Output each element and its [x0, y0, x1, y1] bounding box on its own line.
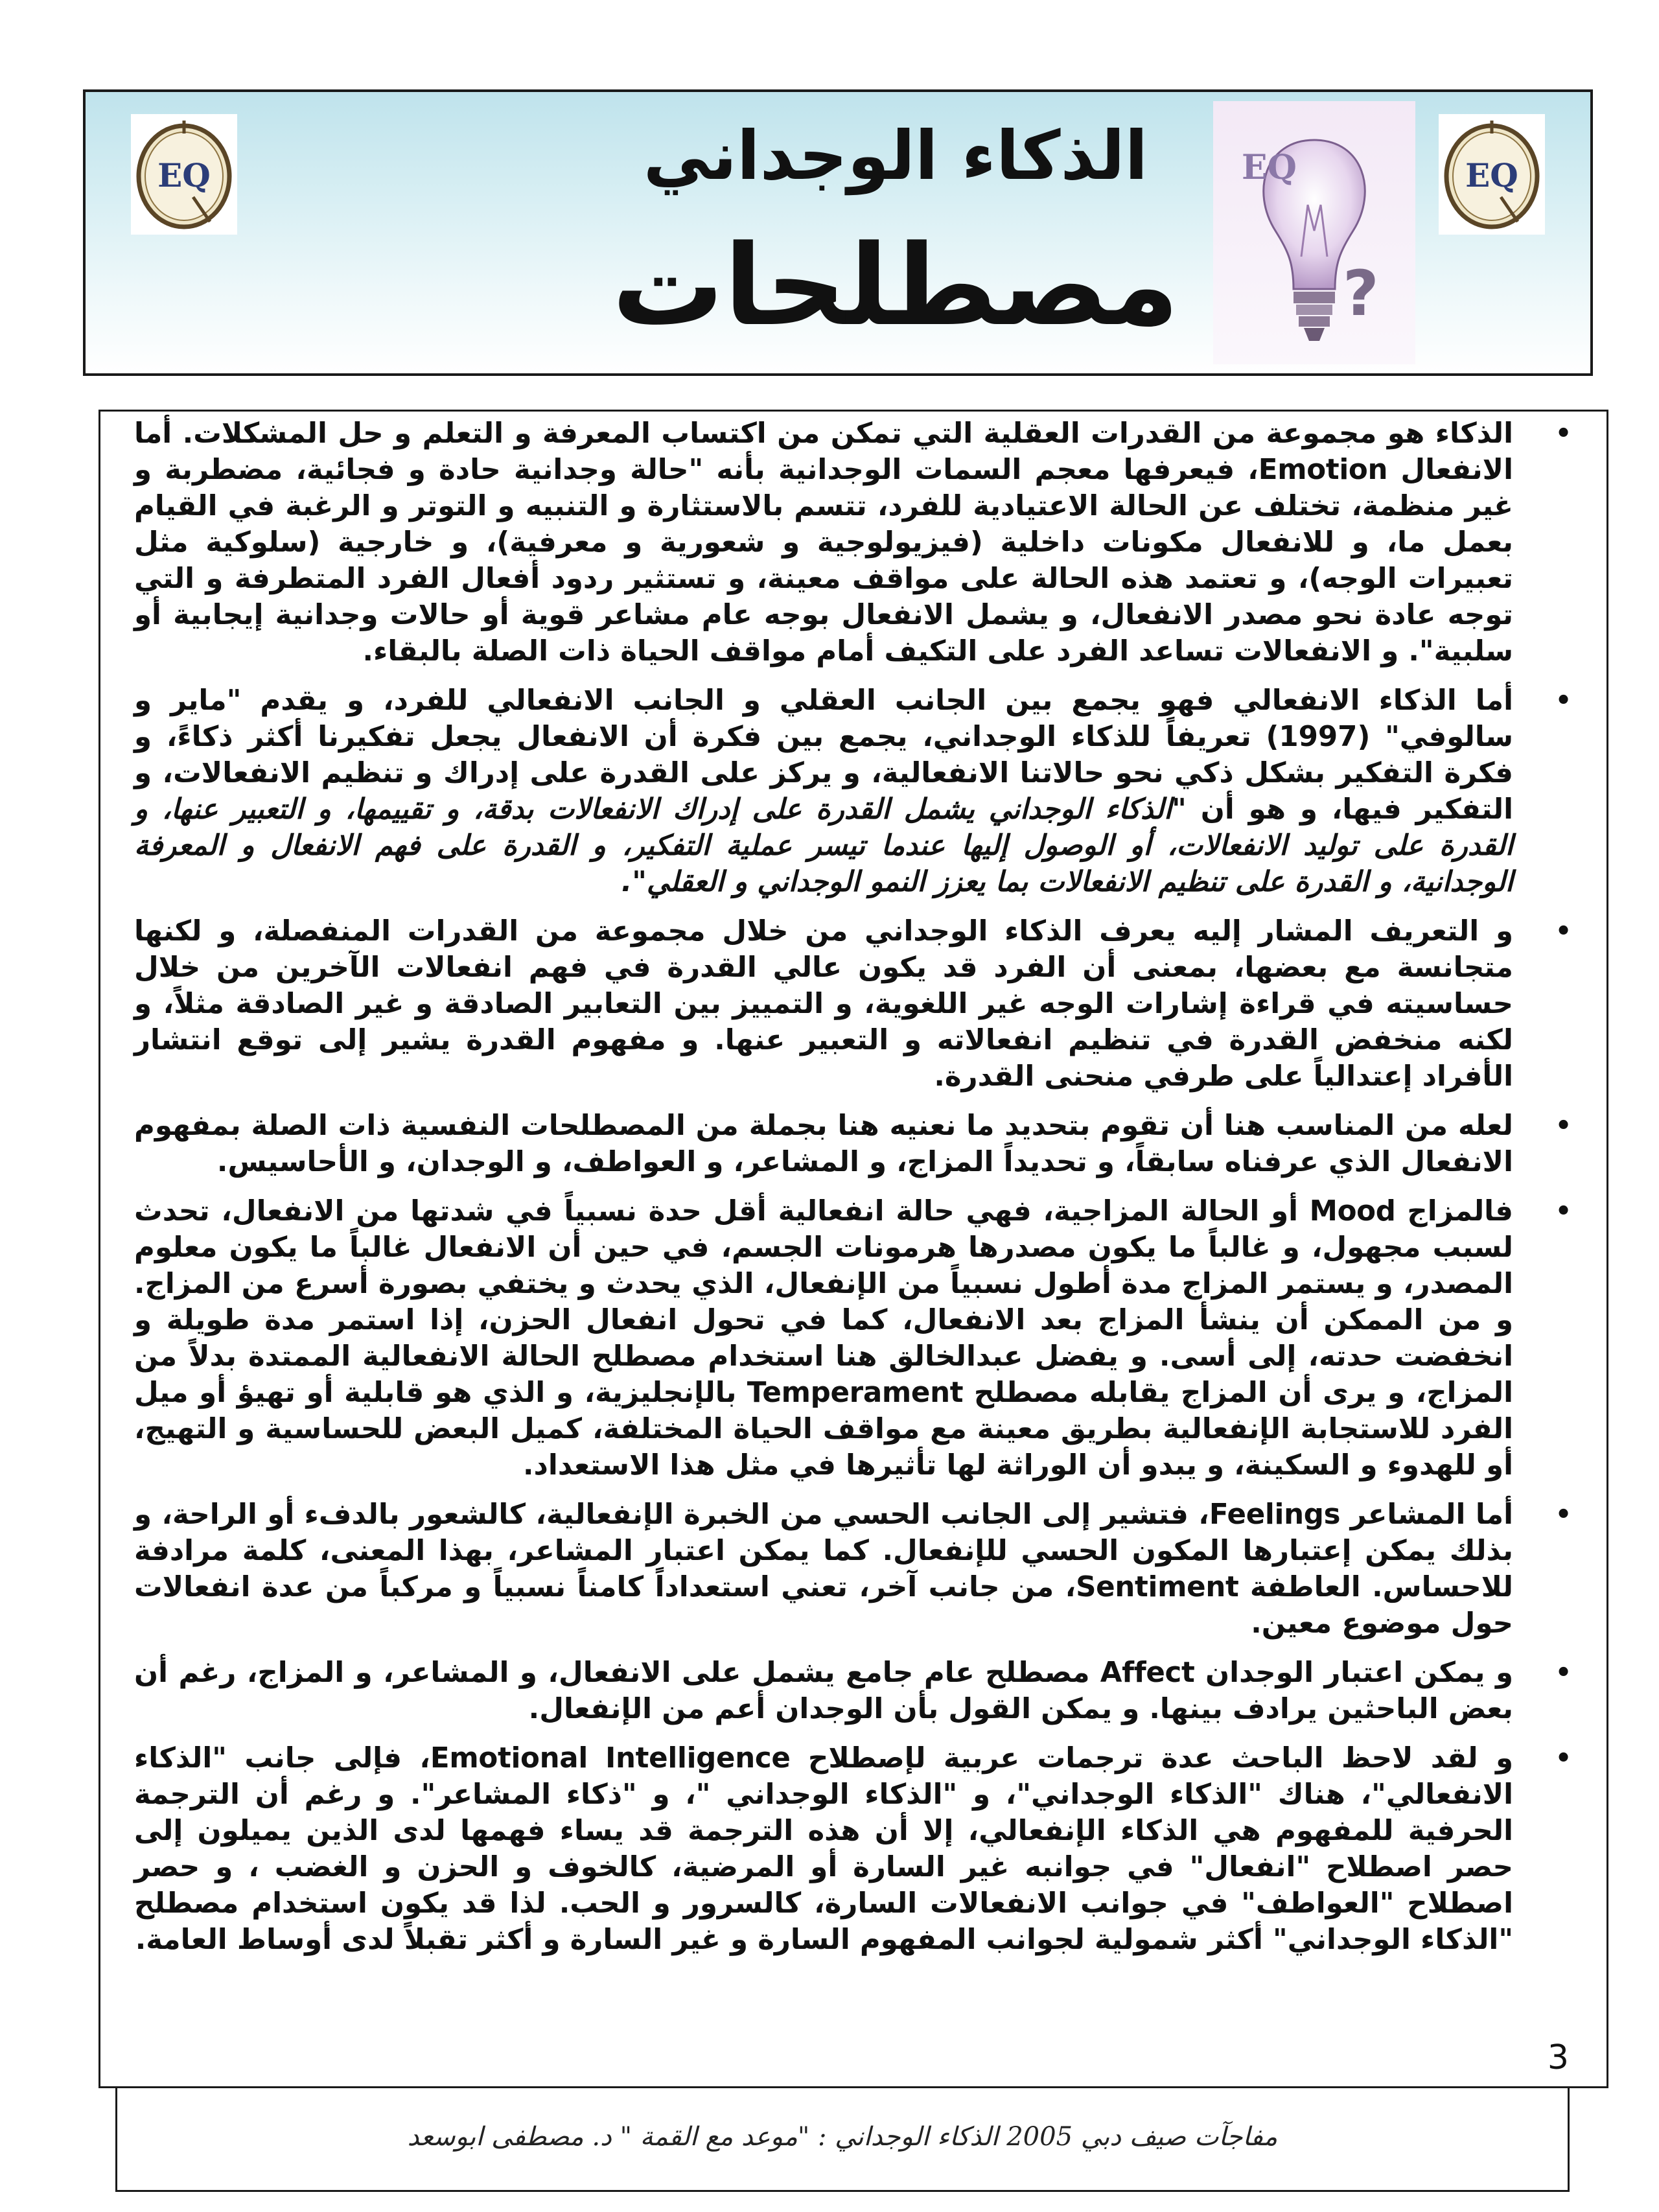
- paragraph-text: فالمزاج Mood أو الحالة المزاجية، فهي حالة انفعالية أقل حدة نسبياً في شدتها من الانفعال، تحدث لسبب مجهول، و غالباً ما يكون مصدرها هرمونات الجسم، في حين أن الانفعال غالباً ما يكون معلوم المصدر، و يستمر المزاج مدة أطول نسبياً من الإنفعال، الذي يحدث و يختفي بصورة أسرع من المزاج. و من الممكن أن ينشأ المزاج بعد الانفعال، كما في تحول انفعال الحزن، إذا استمر مدة طويلة و انخفضت حدته، إلى أسى. و يفضل عبدالخالق هنا استخدام مصطلح الحالة الانفعالية الممتدة بدلاً من المزاج، و يرى أن المزاج يقابله مصطلح Temperament بالإنجليزية، و الذي هو قابلية أو تهيؤ أو ميل الفرد للاستجابة الإنفعالية بطريق معينة مع مواقف الحياة المختلفة، كميل البعض للحساسية و التهيج، أو للهدوء و السكينة، و يبدو أن الوراثة لها تأثيرها في مثل هذا الاستعداد.: [134, 1195, 1514, 1482]
- list-item: [134, 1108, 1592, 1180]
- paragraph-text: و لقد لاحظ الباحث عدة ترجمات عربية لإصطلاح Emotional Intelligence، فإلى جانب "الذكاء الانفعالي"، هناك "الذكاء الوجداني"، و "الذكاء الوجداني "، و "ذكاء المشاعر". و رغم أن الترجمة الحرفية للمفهوم هي الذكاء الإنفعالي، إلا أن هذه الترجمة قد يساء فهمها لدى الذين يميلون إلى حصر اصطلاح "انفعال" في جوانبه غير السارة أو المرضية، كالخوف و الحزن و الغضب ، و حصر اصطلاح "العواطف" في جوانب الانفعالات السارة، كالسرور و الحب. لذا قد يكون استخدام مصطلح "الذكاء الوجداني" أكثر شمولية لجوانب المفهوم السارة و غير السارة و أكثر تقبلاً لدى أوساط العامة.: [134, 1742, 1513, 1956]
- bullet-icon: •: [1555, 1196, 1572, 1226]
- svg-text:EQ: EQ: [157, 156, 211, 194]
- page-subtitle: مصطلحات: [612, 220, 1179, 351]
- eq-compass-icon: [1439, 114, 1545, 235]
- paragraph-text: و التعريف المشار إليه يعرف الذكاء الوجداني من خلال مجموعة من القدرات المنفصلة، و لكنها متجانسة مع بعضها، بمعنى أن الفرد قد يكون عالي القدرة في فهم انفعالات الآخرين من خلال حساسيته في قراءة إشارات الوجه غير اللغوية، و التمييز بين التعابير الصادقة و غير الصادقة مثلاً، و لكنه منخفض القدرة في تنظيم انفعالاته و التعبير عنها. و مفهوم القدرة يشير إلى توقع انتشار الأفراد إعتدالياً على طرفي منحنى القدرة.: [134, 915, 1513, 1093]
- bullet-icon: •: [1555, 1500, 1572, 1530]
- svg-text:EQ: EQ: [1242, 148, 1297, 187]
- list-item: [134, 1740, 1592, 1958]
- lightbulb-icon: [1213, 101, 1415, 364]
- bullet-icon: •: [1555, 1743, 1572, 1773]
- bullet-icon: •: [1555, 916, 1572, 946]
- list-item: [134, 1655, 1592, 1727]
- eq-logo-right: [1439, 114, 1545, 235]
- list-item: [134, 415, 1592, 669]
- definition-quote: "الذكاء الوجداني يشمل القدرة على إدراك الانفعالات بدقة، و تقييمها، و التعبير عنها، و القدرة على توليد الانفعالات، أو الوصول إليها عندما تيسر عملية التفكير، و القدرة على فهم الانفعال و المعرفة الوجدانية، و القدرة على تنظيم الانفعالات بما يعزز النمو الوجداني و العقلي".: [134, 793, 1513, 898]
- paragraph-text: أما المشاعر Feelings، فتشير إلى الجانب الحسي من الخبرة الإنفعالية، كالشعور بالدفء أو الراحة، و بذلك يمكن إعتبارها المكون الحسي للإنفعال. كما يمكن اعتبار المشاعر، بهذا المعنى، كلمة مرادفة للاحساس. العاطفة Sentiment، من جانب آخر، تعني استعداداً كامناً نسبياً و مركباً من عدة انفعالات حول موضوع معين.: [134, 1498, 1513, 1640]
- bullet-icon: •: [1555, 686, 1572, 716]
- content-frame: [99, 410, 1608, 2088]
- list-item: [134, 682, 1592, 900]
- svg-text:?: ?: [1343, 257, 1379, 330]
- page-number: 3: [1547, 2038, 1569, 2077]
- eq-lightbulb-logo: [1213, 101, 1415, 364]
- bullet-icon: •: [1555, 419, 1572, 448]
- eq-compass-icon: [131, 114, 237, 235]
- eq-logo-left: [131, 114, 237, 235]
- list-item: [134, 913, 1592, 1095]
- bullet-icon: •: [1555, 1658, 1572, 1688]
- footer-credit: مفاجآت صيف دبي 2005 الذكاء الوجداني : "موعد مع القمة " د. مصطفى ابوسعد: [407, 2122, 1278, 2152]
- paragraph-text: لعله من المناسب هنا أن تقوم بتحديد ما نعنيه هنا بجملة من المصطلحات النفسية ذات الصلة بمفهوم الانفعال الذي عرفناه سابقاً، و تحديداً المزاج، و المشاعر، و العواطف، و الوجدان، و الأحاسيس.: [134, 1110, 1513, 1178]
- paragraph-text: و يمكن اعتبار الوجدان Affect مصطلح عام جامع يشمل على الانفعال، و المشاعر، و المزاج، رغم أن بعض الباحثين يرادف بينها. و يمكن القول بأن الوجدان أعم من الإنفعال.: [134, 1657, 1513, 1725]
- list-item: [134, 1496, 1592, 1642]
- header-banner: [83, 89, 1593, 376]
- bullet-icon: •: [1555, 1111, 1572, 1141]
- bullet-list: [134, 415, 1592, 1971]
- paragraph-text: الذكاء هو مجموعة من القدرات العقلية التي تمكن من اكتساب المعرفة و التعلم و حل المشكلات. أما الانفعال Emotion، فيعرفها معجم السمات الوجدانية بأنه "حالة وجدانية حادة و فجائية، مضطربة و غير منظمة، تختلف عن الحالة الاعتيادية للفرد، تتسم بالاستثارة و التنبيه و التوتر و الرغبة في القيام بعمل ما، و للانفعال مكونات داخلية (فيزيولوجية و شعورية و معرفية)، و خارجية (سلوكية مثل تعبيرات الوجه)، و تعتمد هذه الحالة على مواقف معينة، و تستثير ردود أفعال الفرد المتطرفة و التي توجه عادة نحو مصدر الانفعال، و يشمل الانفعال بوجه عام مشاعر قوية أو حالات وجدانية إيجابية أو سلبية". و الانفعالات تساعد الفرد على التكيف أمام مواقف الحياة ذات الصلة بالبقاء.: [134, 417, 1513, 668]
- svg-text:EQ: EQ: [1465, 156, 1518, 194]
- list-item: [134, 1193, 1592, 1484]
- footer: [115, 2088, 1570, 2192]
- paragraph-text: أما الذكاء الانفعالي فهو يجمع بين الجانب العقلي و الجانب الانفعالي للفرد، و يقدم "ماير و سالوفي" (1997) تعريفاً للذكاء الوجداني، يجمع بين فكرة أن الانفعال يجعل تفكيرنا أكثر ذكاءً، و فكرة التفكير بشكل ذكي نحو حالاتنا الانفعالية، و يركز على القدرة على إدراك و تنظيم الانفعالات، و التفكير فيها، و هو أن: [134, 684, 1513, 826]
- page-title: الذكاء الوجداني: [643, 116, 1148, 195]
